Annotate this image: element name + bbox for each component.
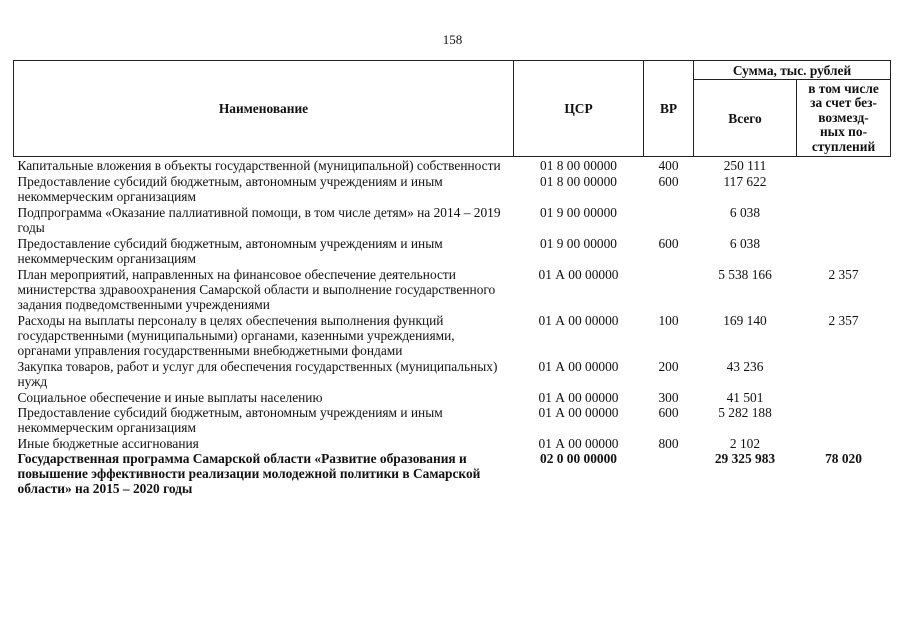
row-name: Государственная программа Самарской области «Развитие образования и повышение эффективности реализации молодежной политики в Самарской области» на 2015 – 2020 годы	[17, 451, 481, 496]
row-vr: 600	[658, 174, 679, 189]
row-name: Иные бюджетные ассигнования	[17, 436, 199, 451]
row-vr: 300	[658, 390, 679, 405]
row-csr: 01 А 00 00000	[538, 267, 619, 282]
row-csr: 01 А 00 00000	[538, 436, 619, 451]
row-free	[797, 157, 891, 174]
row-vr: 100	[658, 313, 679, 328]
header-incl-line: за счет без-	[810, 95, 877, 111]
budget-table	[13, 60, 891, 496]
row-csr: 02 0 00 00000	[540, 451, 617, 466]
row-vr	[644, 204, 694, 235]
table-row	[14, 435, 891, 451]
row-name: Закупка товаров, работ и услуг для обеспечения государственных (муниципальных) нужд	[17, 359, 498, 389]
row-vr	[644, 266, 694, 312]
row-vr: 200	[658, 359, 679, 374]
row-free: 78 020	[825, 451, 862, 466]
table-row	[14, 312, 891, 358]
row-total: 2 102	[729, 436, 761, 451]
row-name: Предоставление субсидий бюджетным, автономным учреждениям и иным некоммерческим организациям	[17, 174, 443, 204]
table-row	[14, 157, 891, 174]
row-free	[797, 405, 891, 435]
row-vr: 600	[658, 405, 679, 420]
row-free	[797, 235, 891, 266]
header-vr: ВР	[644, 61, 694, 157]
row-csr: 01 А 00 00000	[538, 390, 619, 405]
row-free	[797, 358, 891, 389]
header-total: Всего	[694, 80, 797, 157]
row-name: Социальное обеспечение и иные выплаты населению	[17, 390, 323, 405]
table-row	[14, 235, 891, 266]
row-csr: 01 8 00 00000	[540, 174, 617, 189]
header-incl-line: возмезд-	[818, 109, 869, 125]
header-incl-free	[797, 80, 891, 157]
header-incl-line: ных по-	[819, 124, 868, 140]
header-incl-line: в том числе	[808, 80, 879, 96]
row-csr: 01 9 00 00000	[540, 236, 617, 251]
row-total: 29 325 983	[714, 451, 776, 466]
row-vr: 600	[658, 236, 679, 251]
row-total: 117 622	[723, 174, 767, 189]
header-csr: ЦСР	[514, 61, 644, 157]
header-incl-line: ступлений	[811, 138, 876, 154]
row-total: 5 538 166	[718, 267, 772, 282]
table-row	[14, 204, 891, 235]
row-free	[797, 389, 891, 405]
row-name: Расходы на выплаты персоналу в целях обеспечения выполнения функций государственными (муниципальными) органами, казенными учреждениями, органами управления государственными внебюджетными фондами	[17, 313, 455, 358]
row-csr: 01 9 00 00000	[540, 205, 617, 220]
row-free	[797, 435, 891, 451]
page-number: 158	[442, 32, 463, 47]
row-total: 250 111	[723, 158, 767, 173]
row-total: 5 282 188	[718, 405, 772, 420]
row-name: Подпрограмма «Оказание паллиативной помощи, в том числе детям» на 2014 – 2019 годы	[17, 205, 501, 235]
row-free: 2 357	[828, 267, 859, 282]
row-free: 2 357	[828, 313, 859, 328]
row-name: Предоставление субсидий бюджетным, автономным учреждениям и иным некоммерческим организациям	[17, 236, 443, 266]
row-total: 169 140	[723, 313, 767, 328]
row-total: 41 501	[726, 390, 764, 405]
row-vr: 400	[658, 158, 679, 173]
row-total: 6 038	[729, 236, 761, 251]
row-name: Капитальные вложения в объекты государственной (муниципальной) собственности	[17, 158, 501, 173]
row-free	[797, 173, 891, 204]
row-vr	[644, 451, 694, 496]
table-row	[14, 358, 891, 389]
row-csr: 01 8 00 00000	[540, 158, 617, 173]
row-name: Предоставление субсидий бюджетным, автономным учреждениям и иным некоммерческим организациям	[17, 405, 443, 435]
row-total: 6 038	[729, 205, 761, 220]
row-total: 43 236	[726, 359, 764, 374]
table-row	[14, 173, 891, 204]
row-csr: 01 А 00 00000	[538, 313, 619, 328]
row-vr: 800	[658, 436, 679, 451]
table-row	[14, 389, 891, 405]
header-name: Наименование	[14, 61, 514, 157]
row-free	[797, 204, 891, 235]
table-row	[14, 266, 891, 312]
table-row	[14, 405, 891, 435]
table-row	[14, 451, 891, 496]
row-csr: 01 А 00 00000	[538, 359, 619, 374]
row-name: План мероприятий, направленных на финансовое обеспечение деятельности министерства здравоохранения Самарской области и выполнение государственного задания подведомственными учреждениями	[17, 267, 496, 312]
header-sum: Сумма, тыс. рублей	[694, 61, 891, 80]
row-csr: 01 А 00 00000	[538, 405, 619, 420]
